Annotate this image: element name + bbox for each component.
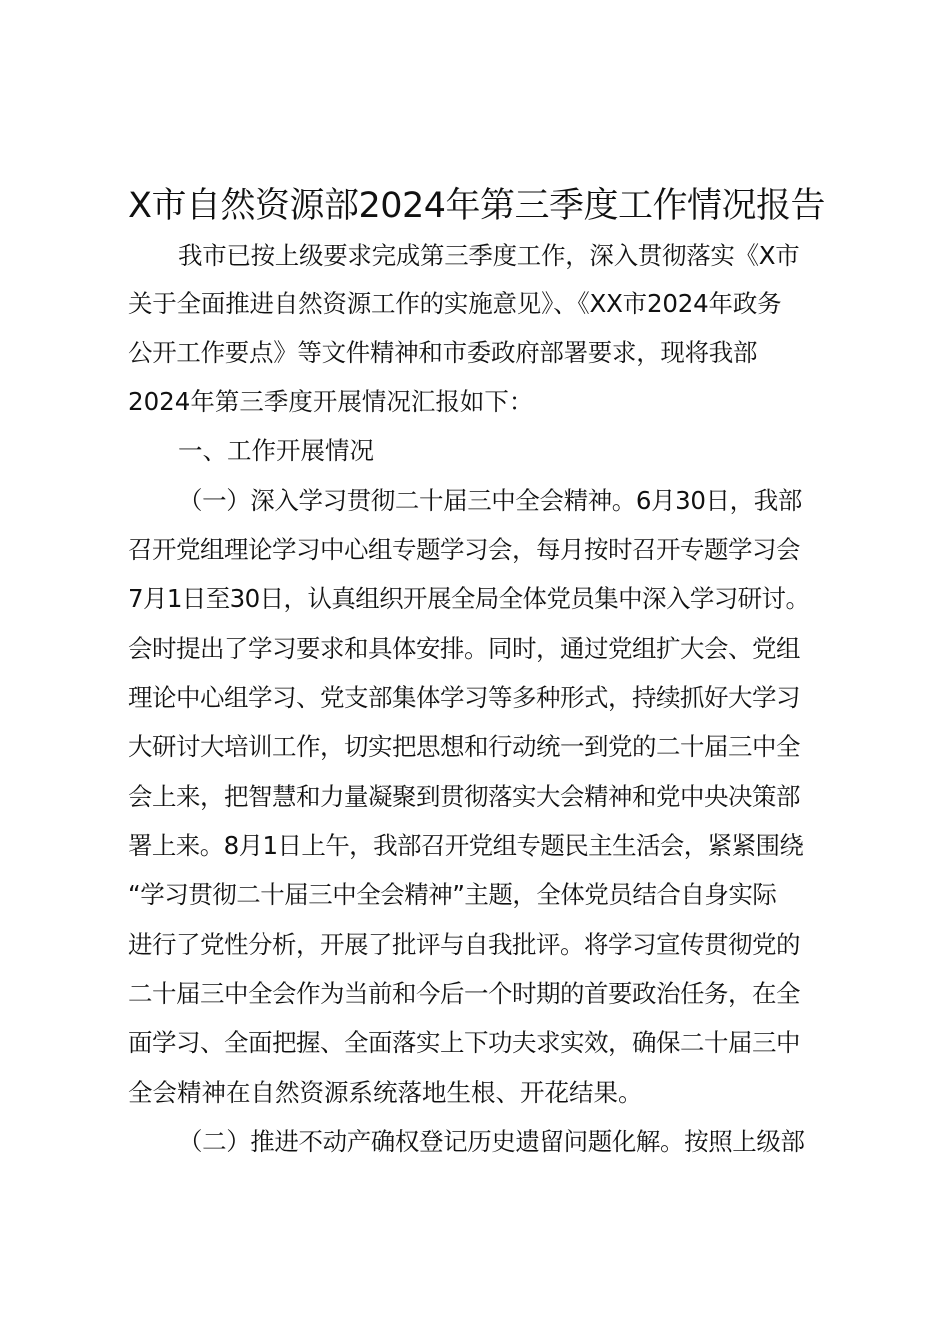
paragraph-line: 2024年第三季度开展情况汇报如下： xyxy=(128,387,534,416)
paragraph-line: 关于全面推进自然资源工作的实施意见》、《XX市2024年政务 xyxy=(128,289,782,318)
paragraph-line: 二十届三中全会作为当前和今后一个时期的首要政治任务，在全 xyxy=(128,979,800,1008)
paragraph-line: 我市已按上级要求完成第三季度工作，深入贯彻落实《X市 xyxy=(178,241,800,270)
subsection-heading: （一）深入学习贯彻二十届三中全会精神。6月30日，我部 xyxy=(178,486,802,515)
section-heading: 一、工作开展情况 xyxy=(178,436,374,465)
paragraph-line: 进行了党性分析，开展了批评与自我批评。将学习宣传贯彻党的 xyxy=(128,930,800,959)
paragraph-line: 全会精神在自然资源系统落地生根、开花结果。 xyxy=(128,1078,643,1107)
paragraph-line: 召开党组理论学习中心组专题学习会，每月按时召开专题学习会 xyxy=(128,535,800,564)
paragraph-line: 会时提出了学习要求和具体安排。同时，通过党组扩大会、党组 xyxy=(128,634,800,663)
paragraph-line: “学习贯彻二十届三中全会精神”主题，全体党员结合自身实际 xyxy=(128,880,777,909)
paragraph-line: 会上来，把智慧和力量凝聚到贯彻落实大会精神和党中央决策部 xyxy=(128,782,800,811)
paragraph-line: 公开工作要点》等文件精神和市委政府部署要求，现将我部 xyxy=(128,338,758,367)
paragraph-line: 7月1日至30日，认真组织开展全局全体党员集中深入学习研讨。 xyxy=(128,584,810,613)
document-title: X市自然资源部2024年第三季度工作情况报告 xyxy=(128,186,826,226)
paragraph-line: 署上来。8月1日上午，我部召开党组专题民主生活会，紧紧围绕 xyxy=(128,831,804,860)
subsection-heading: （二）推进不动产确权登记历史遗留问题化解。按照上级部 xyxy=(178,1127,805,1156)
paragraph-line: 理论中心组学习、党支部集体学习等多种形式，持续抓好大学习 xyxy=(128,683,800,712)
paragraph-line: 大研讨大培训工作，切实把思想和行动统一到党的二十届三中全 xyxy=(128,732,800,761)
paragraph-line: 面学习、全面把握、全面落实上下功夫求实效，确保二十届三中 xyxy=(128,1028,800,1057)
